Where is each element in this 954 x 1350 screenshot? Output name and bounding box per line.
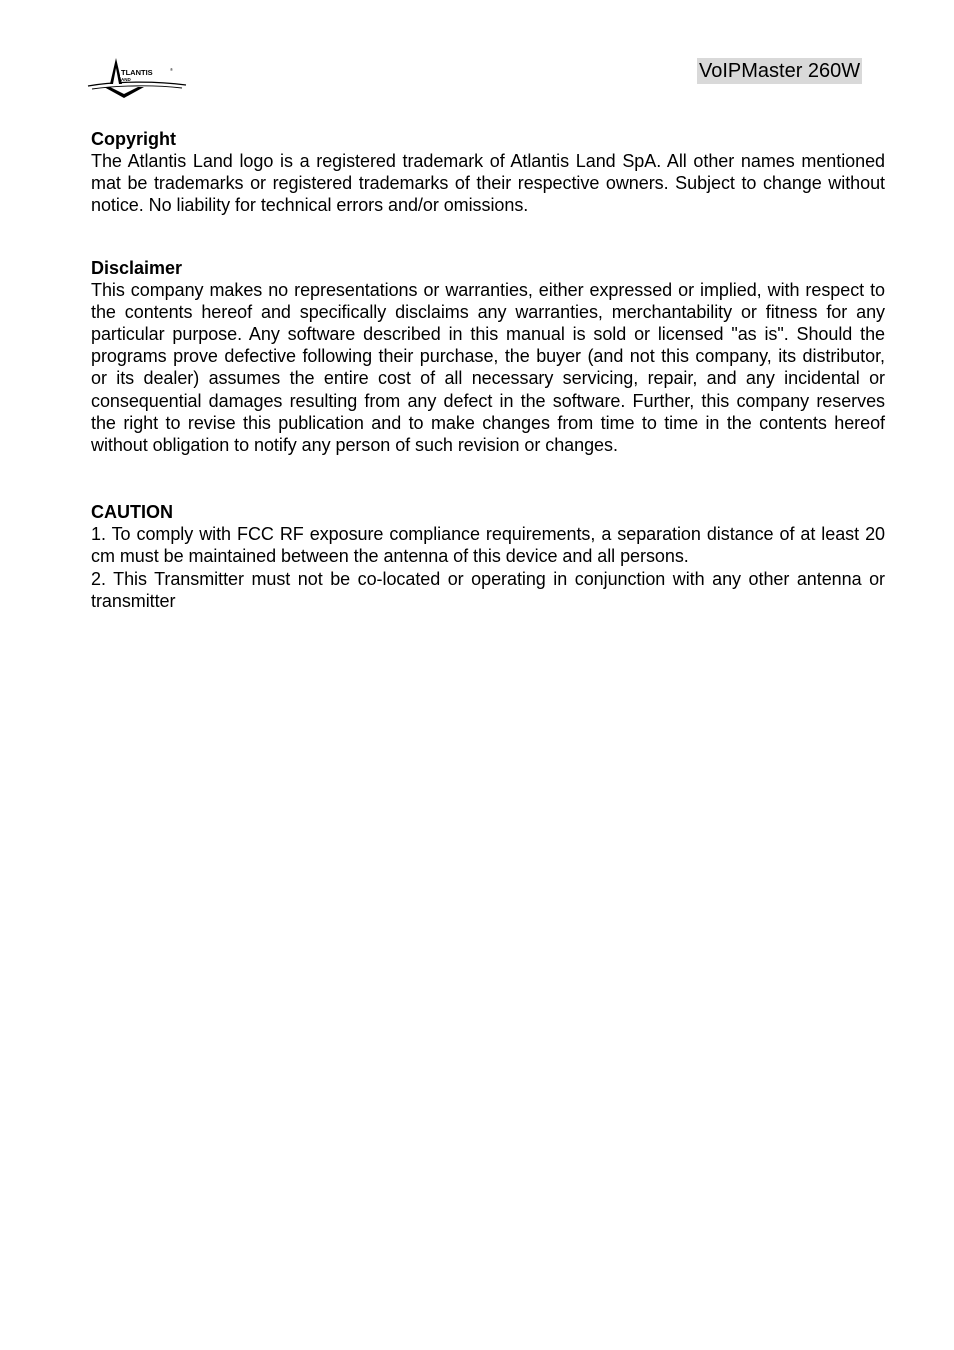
caution-heading: CAUTION: [91, 502, 173, 523]
disclaimer-text: This company makes no representations or warranties, either expressed or implied, with respect to the contents hereof and specifically disclaims any warranties, merchantability or fitness for any particular purpose. Any software described in this manual is sold or licensed "as is". Should the programs prove defective following their purchase, the buyer (and not this company, its distributor, or its dealer) assumes the entire cost of all necessary servicing, repair, and any incidental or consequential damages resulting from any defect in the software. Further, this company reserves the right to revise this publication and to make changes from time to time in the contents hereof without obligation to notify any person of such revision or changes.: [91, 279, 885, 456]
copyright-heading: Copyright: [91, 129, 176, 149]
svg-text:®: ®: [170, 67, 173, 72]
disclaimer-heading: Disclaimer: [91, 257, 183, 278]
atlantis-land-logo-icon: [86, 54, 188, 100]
product-title: VoIPMaster 260W: [699, 60, 861, 82]
copyright-section: [91, 128, 885, 217]
copyright-text: The Atlantis Land logo is a registered trademark of Atlantis Land SpA. All other names mentioned mat be trademarks or registered trademarks of their respective owners. Subject to change without notice. No liability for technical errors and/or omissions.: [91, 151, 885, 216]
document-body: [91, 128, 885, 612]
svg-text:AND: AND: [121, 77, 131, 82]
svg-text:TLANTIS: TLANTIS: [121, 68, 153, 77]
caution-section: [91, 501, 885, 612]
page-header: [0, 0, 954, 110]
caution-item: 2. This Transmitter must not be co-located or operating in conjunction with any other antenna or transmitter: [91, 568, 885, 611]
disclaimer-section: [91, 257, 885, 457]
caution-item: 1. To comply with FCC RF exposure compliance requirements, a separation distance of at least 20 cm must be maintained between the antenna of this device and all persons.: [91, 524, 885, 567]
